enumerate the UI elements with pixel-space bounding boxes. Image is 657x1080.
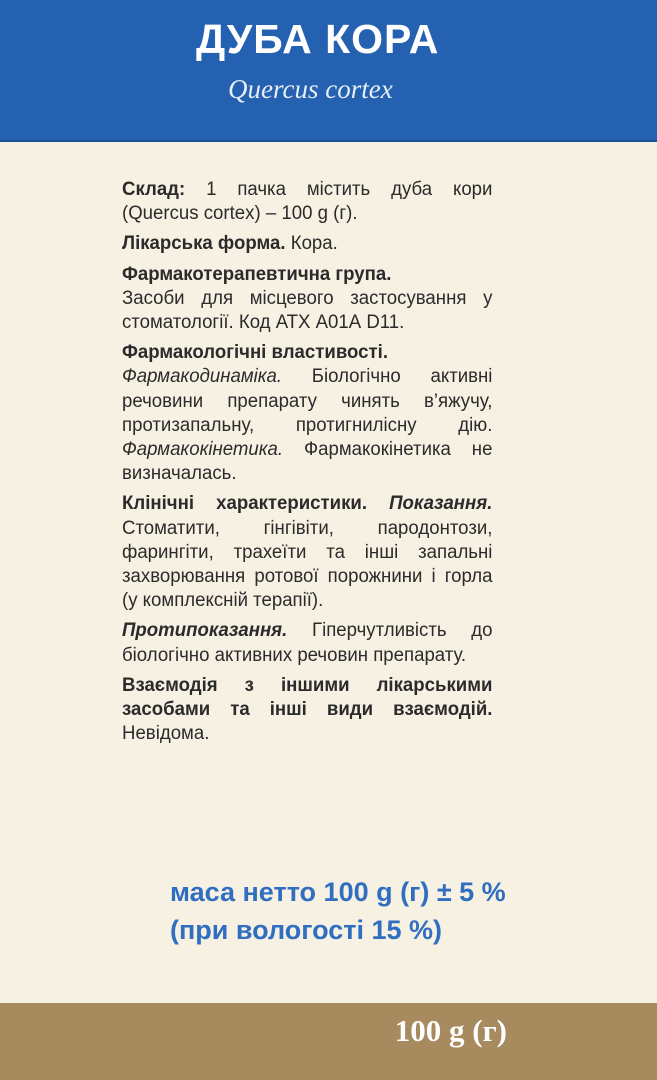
footer-band: [0, 1003, 657, 1080]
dosage-form-label: Лікарська форма.: [122, 233, 286, 255]
composition-section: [122, 178, 492, 226]
pharmacodynamics-label: Фармакодинаміка.: [122, 366, 283, 388]
dosage-form-section: [122, 232, 492, 256]
pharmacological-properties-section: [122, 341, 492, 486]
interactions-label: Взаємодія з іншими лікарськими засобами та інші види взаємодій.: [122, 674, 493, 721]
indications-label: Показання.: [389, 493, 493, 515]
contraindications-label: Протипоказання.: [122, 620, 288, 642]
humidity-line: (при вологості 15 %): [170, 915, 443, 945]
indications-text: Стоматити, гінгівіти, пародонтози, фарингіти, трахеїти та інші запальні захворювання ротової порожнини і горла (у комплексній терапії).: [122, 517, 493, 612]
latin-name: Quercus cortex: [228, 74, 393, 104]
interactions-text: Невідома.: [122, 723, 210, 745]
net-mass-line: маса нетто 100 g (г) ± 5 %: [170, 877, 506, 907]
package-weight: 100 g (г): [394, 1013, 507, 1048]
dosage-form-text: Кора.: [290, 233, 338, 255]
net-mass: [170, 873, 506, 949]
pharmacological-properties-label: Фармакологічні властивості.: [122, 342, 388, 364]
clinical-label: Клінічні характеристики.: [122, 493, 368, 515]
pharmacokinetics-text: Фармакокінетика не визначалась.: [122, 439, 493, 485]
pharmacotherapeutic-group-section: [122, 263, 492, 336]
interactions-section: [122, 674, 492, 747]
composition-text: 1 пачка містить дуба кори (Quercus cortex) – 100 g (г).: [122, 179, 493, 225]
product-title: ДУБА КОРА: [196, 16, 440, 62]
pharmacodynamics-text: Біологічно активні речовини препарату чинять в’яжучу, протизапальну, протигнилісну дію.: [122, 366, 493, 436]
contraindications-text: Гіперчутливість до біологічно активних речовин препарату.: [122, 620, 493, 666]
pharmacokinetics-label: Фармакокінетика.: [122, 439, 284, 461]
header-band: [0, 0, 657, 142]
pharmacotherapeutic-group-text: Засоби для місцевого застосування у стоматології. Код АТХ А01А D11.: [122, 287, 493, 334]
instructions-text: [122, 178, 492, 752]
clinical-section: [122, 492, 492, 613]
pharmacotherapeutic-group-label: Фармакотерапевтична група.: [122, 263, 392, 285]
composition-label: Склад:: [122, 179, 186, 200]
contraindications-section: [122, 619, 492, 667]
